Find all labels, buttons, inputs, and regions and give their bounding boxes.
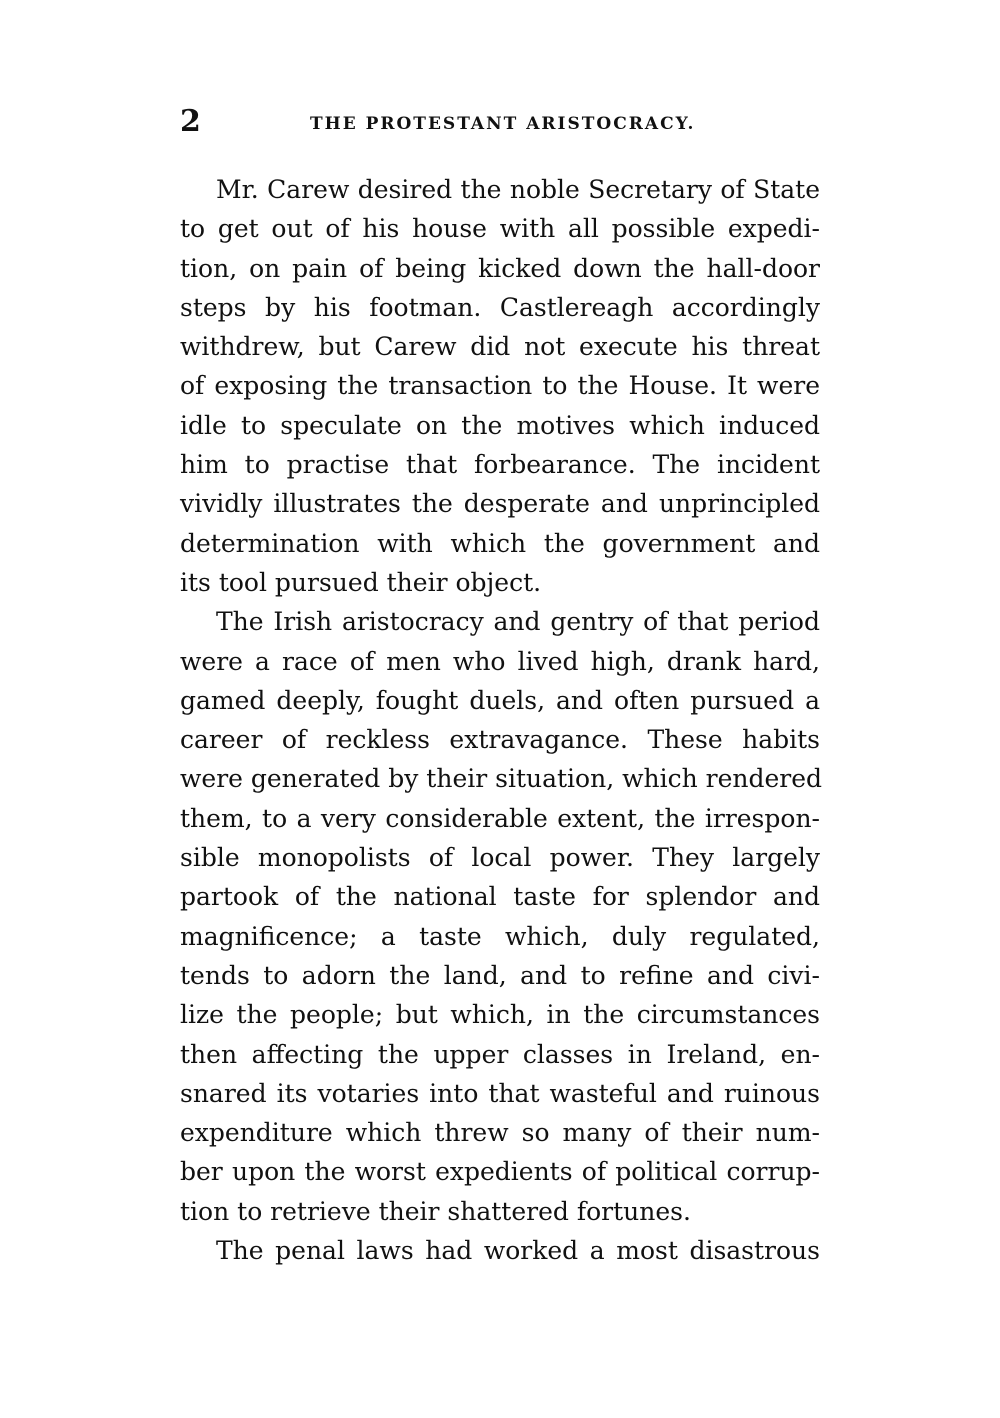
text-line: partook of the national taste for splendor and <box>180 882 820 912</box>
text-line: career of reckless extravagance. These habits <box>180 725 820 755</box>
text-line: him to practise that forbearance. The incident <box>180 450 820 480</box>
text-line: of exposing the transaction to the House. It were <box>180 371 820 401</box>
text-line: snared its votaries into that wasteful and ruinous <box>180 1078 820 1108</box>
page-number: 2 <box>180 104 201 139</box>
text-line: tends to adorn the land, and to refine and civi- <box>180 960 820 990</box>
text-line: idle to speculate on the motives which induced <box>180 410 820 440</box>
text-line: tion to retrieve their shattered fortunes. <box>180 1196 691 1226</box>
text-line: Mr. Carew desired the noble Secretary of State <box>216 175 820 204</box>
text-line: to get out of his house with all possible expedi- <box>180 214 820 244</box>
text-line: vividly illustrates the desperate and unprincipled <box>180 489 820 519</box>
paragraph <box>180 602 823 1231</box>
paragraph <box>180 1231 820 1270</box>
text-line: gamed deeply, fought duels, and often pursued a <box>180 685 820 715</box>
text-line: were a race of men who lived high, drank hard, <box>180 646 820 676</box>
text-line: tion, on pain of being kicked down the hall-door <box>180 253 820 283</box>
text-line: expenditure which threw so many of their num- <box>180 1118 820 1148</box>
text-line: The Irish aristocracy and gentry of that period <box>216 607 820 637</box>
text-line: them, to a very considerable extent, the irrespon- <box>180 803 820 833</box>
text-line: sible monopolists of local power. They largely <box>180 843 820 873</box>
body-text <box>180 170 823 1270</box>
text-line: were generated by their situation, which rendered <box>180 764 823 794</box>
text-line: steps by his footman. Castlereagh accordingly <box>180 292 820 322</box>
text-line: The penal laws had worked a most disastrous <box>216 1236 820 1266</box>
running-head <box>180 104 820 144</box>
text-line: ber upon the worst expedients of political corrup- <box>180 1157 820 1187</box>
text-line: then affecting the upper classes in Ireland, en- <box>180 1039 820 1069</box>
text-line: lize the people; but which, in the circumstances <box>180 1000 820 1030</box>
text-line: magnificence; a taste which, duly regulated, <box>180 921 820 951</box>
running-title: THE PROTESTANT ARISTOCRACY. <box>310 114 696 134</box>
text-line: determination with which the government and <box>180 528 820 558</box>
text-line: withdrew, but Carew did not execute his threat <box>180 332 820 362</box>
paragraph <box>180 170 820 602</box>
text-line: its tool pursued their object. <box>180 567 542 597</box>
